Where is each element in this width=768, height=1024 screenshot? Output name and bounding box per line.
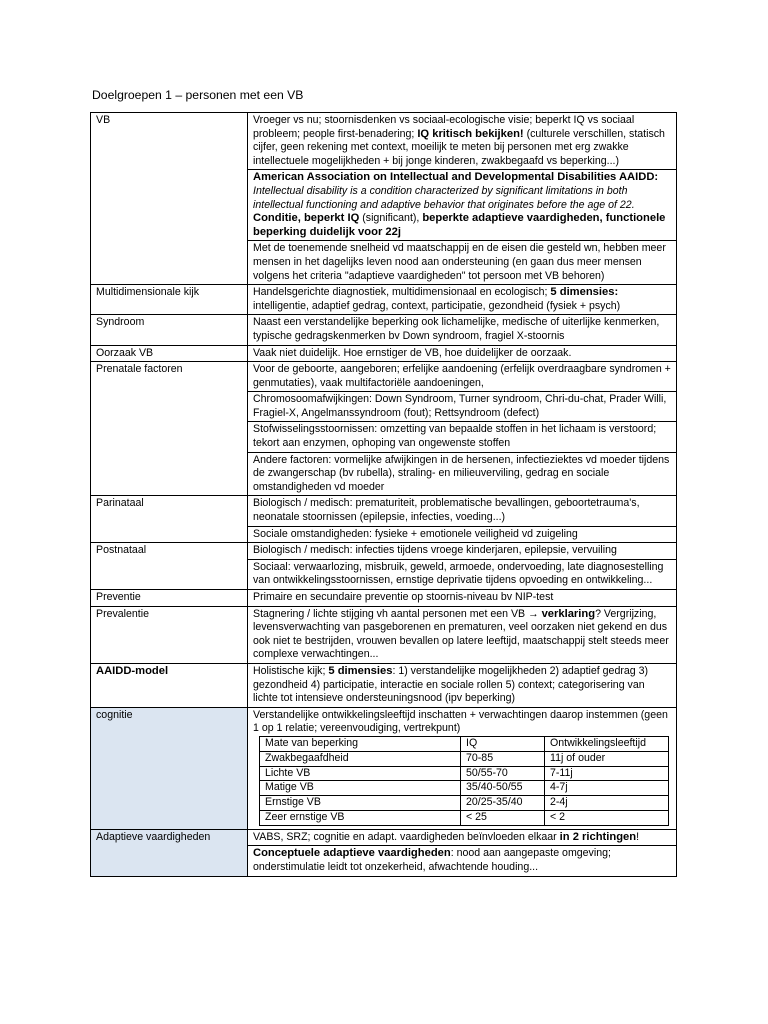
aaidd-model-text-2: : 1) verstandelijke mogelijkheden 2) adaptief gedrag 3) gezondheid 4) participatie, interactie en sociale rollen 5) context; categorisering van lichte tot intensieve ondersteuningsnood (ipv beperking) — [253, 664, 649, 705]
iq-table — [259, 736, 669, 826]
vb-society-cell: Met de toenemende snelheid vd maatschappij en de eisen die gesteld wn, hebben meer mensen in het dagelijks leven nood aan ondersteuning (en gaan dus meer mensen volgens het criteria "adaptieve vaardigheden" tot persoon met VB behoren) — [248, 241, 677, 285]
prevalentie-text: Stagnering / lichte stijging vh aantal personen met een VB — [253, 607, 526, 620]
vb-text-2: (culturele verschillen, statisch cijfer, geen rekening met context, moeilijk te meten bij personen met erg zwakke intellectuele mogelijkheden + bij jonge kinderen, zwakbegaafd vs beperking...) — [253, 127, 665, 167]
adaptief-cell-1 — [248, 829, 677, 846]
parinataal-cell-1: Biologisch / medisch: prematuriteit, problematische bevallingen, geboortetrauma's, neonatale stoornissen (epilepsie, infecties, voeding...) — [248, 496, 677, 526]
iq-cell: 20/25-35/40 — [461, 796, 545, 811]
table-row — [91, 362, 677, 392]
iq-cell: Zwakbegaafdheid — [260, 751, 461, 766]
summary-table — [90, 112, 677, 877]
iq-header-cell: IQ — [461, 736, 545, 751]
iq-cell: 11j of ouder — [545, 751, 669, 766]
row-label-vb: VB — [91, 113, 248, 285]
iq-cell: < 2 — [545, 810, 669, 825]
prenataal-cell-3: Stofwisselingsstoornissen: omzetting van bepaalde stoffen in het lichaam is verstoord; tekort aan enzymen, ophoping van ongewenste stoffen — [248, 422, 677, 452]
iq-cell: 4-7j — [545, 781, 669, 796]
page-title: Doelgroepen 1 – personen met een VB — [92, 88, 304, 102]
multi-text-2: intelligentie, adaptief gedrag, context, participatie, gezondheid (fysiek + psych) — [253, 299, 621, 312]
iq-cell: Matige VB — [260, 781, 461, 796]
prenataal-cell-4: Andere factoren: vormelijke afwijkingen in de hersenen, infectieziektes vd moeder tijdens de zwangerschap (bv rubella), straling- en milieuverviling, gedrag en sociale omstandigheden vd moeder — [248, 452, 677, 496]
row-label-syndroom: Syndroom — [91, 315, 248, 345]
aaidd-text: (significant), — [362, 212, 420, 225]
table-row — [260, 781, 669, 796]
iq-cell: Zeer ernstige VB — [260, 810, 461, 825]
multi-text: Handelsgerichte diagnostiek, multidimensionaal en ecologisch; — [253, 286, 548, 299]
postnataal-cell-2: Sociaal: verwaarlozing, misbruik, geweld, armoede, ondervoeding, late diagnosestelling van ontwikkelingsstoornissen, ernstige deprivatie tijdens opvoeding en ontwikkeling... — [248, 559, 677, 589]
aaidd-heading: American Association on Intellectual and Developmental Disabilities AAIDD: — [253, 171, 659, 184]
table-row — [260, 796, 669, 811]
table-row — [260, 810, 669, 825]
cognitie-cell — [248, 707, 677, 829]
table-row — [260, 751, 669, 766]
parinataal-cell-2: Sociale omstandigheden: fysieke + emotionele veiligheid vd zuigeling — [248, 526, 677, 543]
syndroom-cell: Naast een verstandelijke beperking ook lichamelijke, medische of uiterlijke kenmerken, typische gedragskenmerken bv Down syndroom, fragiel X-stoornis — [248, 315, 677, 345]
aaidd-model-bold: 5 dimensies — [328, 664, 393, 677]
adaptief-cell-2 — [248, 846, 677, 876]
aaidd-model-text: Holistische kijk; — [253, 664, 326, 677]
row-label-postnataal: Postnataal — [91, 543, 248, 590]
row-label-cognitie: cognitie — [91, 707, 248, 829]
table-row — [91, 606, 677, 663]
vb-text: Vroeger vs nu; stoornisdenken vs sociaal-ecologische visie; beperkt IQ vs sociaal probleem; people first-benadering; — [253, 114, 635, 140]
prevalentie-cell — [248, 606, 677, 663]
iq-cell: < 25 — [461, 810, 545, 825]
table-row — [91, 543, 677, 560]
aaidd-label-bold: AAIDD-model — [96, 664, 169, 677]
prevalentie-bold: verklaring — [541, 607, 596, 620]
postnataal-cell-1: Biologisch / medisch: infecties tijdens vroege kinderjaren, epilepsie, vervuiling — [248, 543, 677, 560]
multi-cell — [248, 285, 677, 315]
adaptief-bold: in 2 richtingen — [559, 830, 637, 843]
table-row — [91, 663, 677, 707]
table-row — [91, 590, 677, 607]
aaidd-bold-2: beperkte adaptieve vaardigheden, functionele beperking duidelijk voor 22j — [253, 212, 666, 238]
aaidd-bold-1: Conditie, beperkt IQ — [253, 212, 360, 225]
arrow-right-icon: → — [528, 607, 539, 620]
iq-header-cell: Ontwikkelingsleeftijd — [545, 736, 669, 751]
table-row — [91, 496, 677, 526]
row-label-prenataal: Prenatale factoren — [91, 362, 248, 496]
row-label-oorzaak: Oorzaak VB — [91, 345, 248, 362]
table-row — [91, 285, 677, 315]
aaidd-quote: Intellectual disability is a condition characterized by significant limitations in both intellectual functioning and adaptive behavior that originates before the age of 22. — [253, 184, 635, 211]
row-label-adaptief: Adaptieve vaardigheden — [91, 829, 248, 876]
table-row — [91, 829, 677, 846]
iq-cell: 35/40-50/55 — [461, 781, 545, 796]
iq-cell: 7-11j — [545, 766, 669, 781]
multi-bold: 5 dimensies: — [550, 286, 619, 299]
cognitie-text: Verstandelijke ontwikkelingsleeftijd inschatten + verwachtingen daarop instemmen (geen 1 op 1 relatie; vereenvoudiging, vertrekpunt) — [253, 708, 668, 735]
table-row — [91, 707, 677, 829]
row-label-multi: Multidimensionale kijk — [91, 285, 248, 315]
table-row — [91, 113, 677, 170]
aaidd-definition-cell — [248, 170, 677, 241]
row-label-prevalentie: Prevalentie — [91, 606, 248, 663]
adaptief-end: ! — [636, 830, 640, 843]
table-row — [91, 345, 677, 362]
table-row — [260, 766, 669, 781]
prevalentie-text-2: ? Vergrijzing, levensverwachting van pasgeborenen en prematuren, veel oorzaken niet gekend en dus ook niet te bestrijden, vrouwen bevallen op latere leeftijd, maatschappij stelt steeds meer complexe verwachtingen... — [253, 607, 669, 661]
iq-cell: 2-4j — [545, 796, 669, 811]
oorzaak-cell: Vaak niet duidelijk. Hoe ernstiger de VB, hoe duidelijker de oorzaak. — [248, 345, 677, 362]
iq-cell: Lichte VB — [260, 766, 461, 781]
prenataal-cell-2: Chromosoomafwijkingen: Down Syndroom, Turner syndroom, Chri-du-chat, Prader Willi, Fragiel-X, Angelmanssyndroom (fout); Rettsyndroom (defect) — [248, 392, 677, 422]
table-row — [91, 315, 677, 345]
vb-definition-cell — [248, 113, 677, 170]
prenataal-cell-1: Voor de geboorte, aangeboren; erfelijke aandoening (erfelijk overdraagbare syndromen + genmutaties), vaak multifactoriële aandoeningen, — [248, 362, 677, 392]
aaidd-cell — [248, 663, 677, 707]
vb-bold: IQ kritisch bekijken! — [417, 127, 524, 140]
adaptief-text-2: : nood aan aangepaste omgeving; onderstimulatie leidt tot onzekerheid, afwachtende houding... — [253, 847, 611, 873]
row-label-preventie: Preventie — [91, 590, 248, 607]
iq-cell: Ernstige VB — [260, 796, 461, 811]
preventie-cell: Primaire en secundaire preventie op stoornis-niveau bv NIP-test — [248, 590, 677, 607]
adaptief-bold-2: Conceptuele adaptieve vaardigheden — [253, 847, 451, 860]
iq-cell: 70-85 — [461, 751, 545, 766]
row-label-aaidd — [91, 663, 248, 707]
row-label-parinataal: Parinataal — [91, 496, 248, 543]
iq-cell: 50/55-70 — [461, 766, 545, 781]
iq-header-row — [260, 736, 669, 751]
iq-header-cell: Mate van beperking — [260, 736, 461, 751]
adaptief-text: VABS, SRZ; cognitie en adapt. vaardigheden beïnvloeden elkaar — [253, 830, 557, 843]
